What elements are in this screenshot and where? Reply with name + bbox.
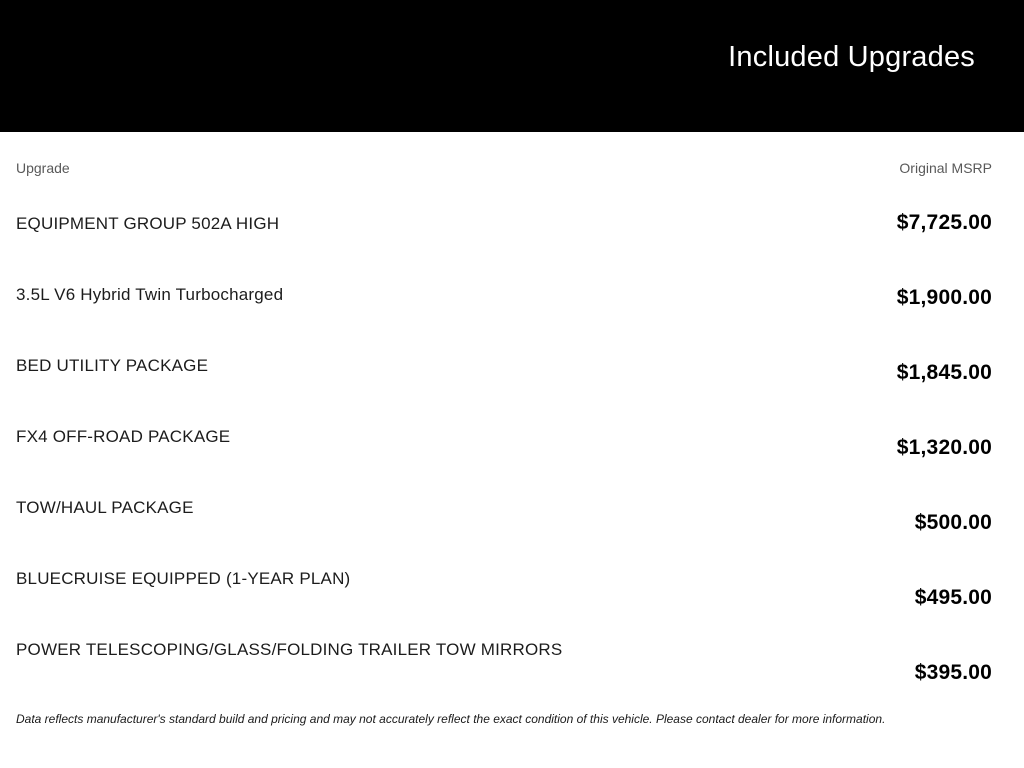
column-header-upgrade: Upgrade <box>16 160 70 176</box>
upgrade-price: $1,900.00 <box>896 286 992 309</box>
column-header-original-msrp: Original MSRP <box>899 160 992 176</box>
upgrade-price: $495.00 <box>914 586 992 609</box>
upgrade-price: $1,320.00 <box>896 436 992 459</box>
table-body <box>16 210 992 685</box>
upgrade-name: 3.5L V6 Hybrid Twin Turbocharged <box>16 285 284 304</box>
included-upgrades-header <box>0 0 1024 132</box>
upgrade-name-column <box>16 212 576 685</box>
upgrades-table <box>0 132 1024 727</box>
upgrade-name: BLUECRUISE EQUIPPED (1-YEAR PLAN) <box>16 569 351 588</box>
upgrade-price: $1,845.00 <box>896 361 992 384</box>
upgrade-name: FX4 OFF-ROAD PACKAGE <box>16 427 231 446</box>
upgrade-name: BED UTILITY PACKAGE <box>16 356 209 375</box>
upgrade-price: $395.00 <box>914 661 992 684</box>
page-title: Included Upgrades <box>728 41 975 73</box>
upgrade-name: POWER TELESCOPING/GLASS/FOLDING TRAILER TOW MIRRORS <box>16 640 563 659</box>
upgrade-name: EQUIPMENT GROUP 502A HIGH <box>16 214 280 233</box>
table-column-headers <box>16 132 992 177</box>
original-msrp-column <box>576 210 992 685</box>
upgrade-price: $500.00 <box>914 511 992 534</box>
upgrade-price: $7,725.00 <box>896 211 992 234</box>
upgrade-name: TOW/HAUL PACKAGE <box>16 498 194 517</box>
pricing-disclaimer: Data reflects manufacturer's standard build and pricing and may not accurately reflect the exact condition of this vehicle. Please contact dealer for more information. <box>16 712 886 726</box>
